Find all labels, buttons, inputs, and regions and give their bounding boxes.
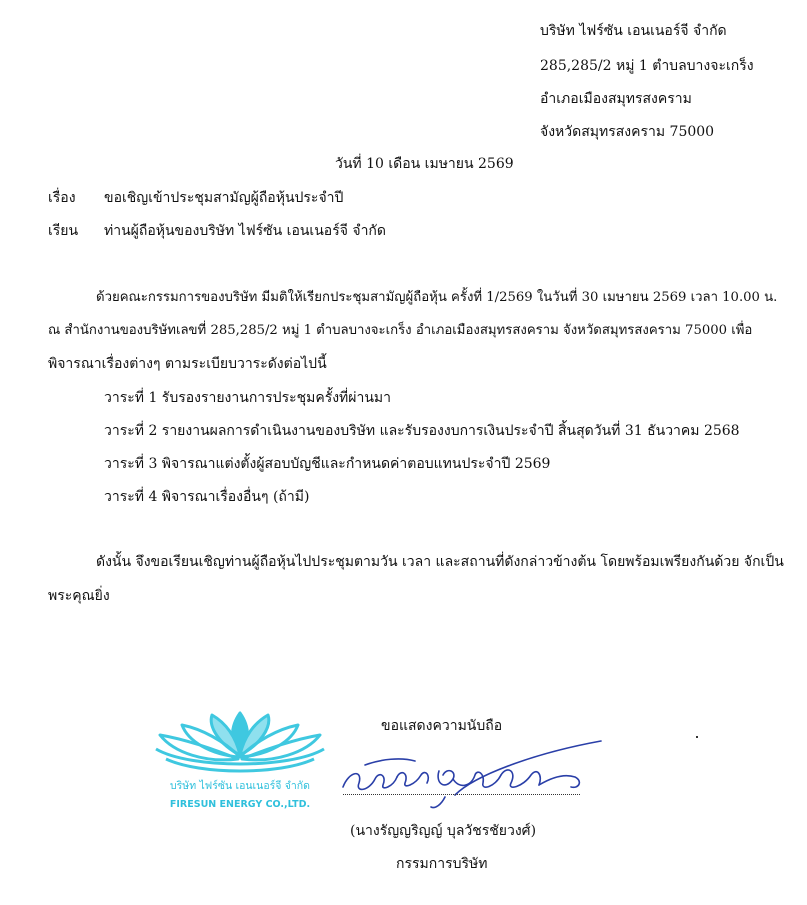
agenda-item-4: วาระที่ 4 พิจารณาเรื่องอื่นๆ (ถ้ามี) [104,489,310,505]
body-line-1: ด้วยคณะกรรมการของบริษัท มีมติให้เรียกประชุมสามัญผู้ถือหุ้น ครั้งที่ 1/2569 ในวันที่ 30 เมษายน 2569 เวลา 10.00 น. [96,290,778,305]
regards-text: ขอแสดงความนับถือ [381,718,503,734]
company-address-line2: อำเภอเมืองสมุทรสงคราม [540,91,692,107]
closing-line-2: พระคุณยิ่ง [48,588,110,604]
company-logo [150,705,330,815]
salutation-label: เรียน [48,223,79,239]
subject-text: ขอเชิญเข้าประชุมสามัญผู้ถือหุ้นประจำปี [104,190,344,206]
stray-mark [696,736,698,738]
company-name: บริษัท ไฟร์ซัน เอนเนอร์จี จำกัด [540,23,727,39]
company-address-line1: 285,285/2 หมู่ 1 ตำบลบางจะเกร็ง [540,58,754,74]
subject-label: เรื่อง [48,190,76,206]
closing-line-1: ดังนั้น จึงขอเรียนเชิญท่านผู้ถือหุ้นไปประชุมตามวัน เวลา และสถานที่ดังกล่าวข้างต้น โดยพร้อมเพรียงกันด้วย จักเป็น [96,554,784,570]
logo-name-th: บริษัท ไฟร์ซัน เอนเนอร์จี จำกัด [170,780,310,792]
agenda-item-2: วาระที่ 2 รายงานผลการดำเนินงานของบริษัท และรับรองงบการเงินประจำปี สิ้นสุดวันที่ 31 ธันวาคม 2568 [104,423,740,439]
agenda-item-3: วาระที่ 3 พิจารณาแต่งตั้งผู้สอบบัญชีและกำหนดค่าตอบแทนประจำปี 2569 [104,456,551,472]
body-line-3: พิจารณาเรื่องต่างๆ ตามระเบียบวาระดังต่อไปนี้ [48,356,327,372]
handwritten-signature [335,735,615,815]
signer-name: (นางรัญญริญญ์ บุลวัชรชัยวงศ์) [350,823,537,839]
body-line-2: ณ สำนักงานของบริษัทเลขที่ 285,285/2 หมู่ 1 ตำบลบางจะเกร็ง อำเภอเมืองสมุทรสงคราม จังหวัดสมุทรสงคราม 75000 เพื่อ [48,323,753,338]
company-address-line3: จังหวัดสมุทรสงคราม 75000 [540,124,715,140]
logo-name-en: FIRESUN ENERGY CO.,LTD. [169,799,311,810]
signature-line [343,794,580,795]
agenda-item-1: วาระที่ 1 รับรองรายงานการประชุมครั้งที่ผ่านมา [104,390,392,406]
salutation-text: ท่านผู้ถือหุ้นของบริษัท ไฟร์ซัน เอนเนอร์จี จำกัด [104,223,387,239]
signer-position: กรรมการบริษัท [396,856,488,872]
letter-date: วันที่ 10 เดือน เมษายน 2569 [335,156,514,172]
